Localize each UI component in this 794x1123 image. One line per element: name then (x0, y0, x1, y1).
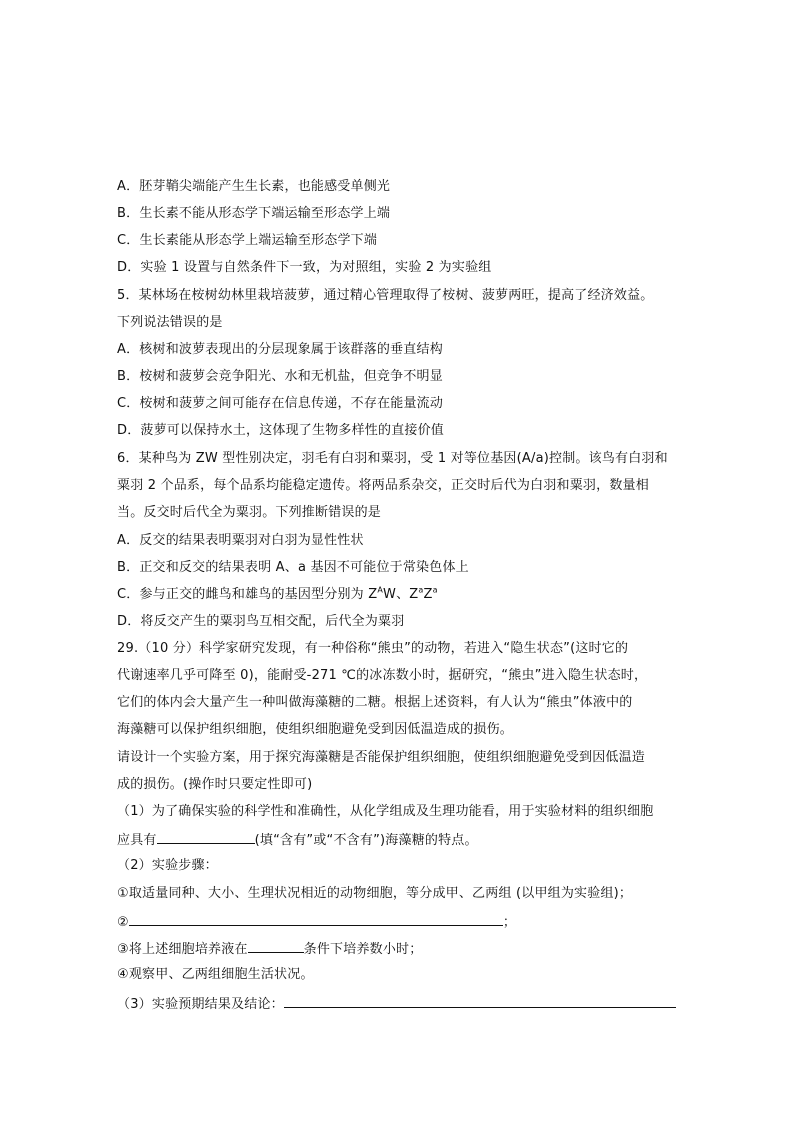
question-29-stem-3: 它们的体内会大量产生一种叫做海藻糖的二糖。根据上述资料，有人认为“熊虫”体液中的 (117, 695, 633, 710)
option-a-q4: A．胚芽鞘尖端能产生生长素，也能感受单侧光 (117, 179, 391, 194)
question-5-stem: 5．某林场在桉树幼林里栽培菠萝，通过精心管理取得了桉树、菠萝两旺，提高了经济效益。 (117, 288, 654, 303)
answer-blank-3[interactable] (248, 940, 304, 953)
step-2: ② ； (117, 915, 517, 930)
option-d-q6: D．将反交产生的粟羽鸟互相交配，后代全为粟羽 (117, 614, 405, 629)
part-1-answer-line: 应具有 (填“含有”或“不含有”)海藻糖的特点。 (117, 833, 478, 848)
answer-blank-4[interactable] (284, 995, 676, 1008)
question-5-stem-cont: 下列说法错误的是 (117, 315, 223, 330)
answer-blank-2[interactable] (129, 913, 503, 926)
question-6-stem: 6．某种鸟为 ZW 型性别决定，羽毛有白羽和粟羽，受 1 对等位基因(A/a)控制。该鸟有白羽和 (117, 451, 668, 466)
step-4: ④观察甲、乙两组细胞生活状况。 (117, 967, 314, 982)
option-a-q6: A．反交的结果表明粟羽对白羽为显性性状 (117, 533, 364, 548)
option-b-q4: B．生长素不能从形态学下端运输至形态学上端 (117, 206, 391, 221)
question-29-stem-4: 海藻糖可以保护组织细胞，使组织细胞避免受到因低温造成的损伤。 (117, 722, 514, 737)
question-29-task: 请设计一个实验方案，用于探究海藻糖是否能保护组织细胞，使组织细胞避免受到因低温造 (117, 750, 646, 765)
option-c-q5: C．桉树和菠萝之间可能存在信息传递，不存在能量流动 (117, 396, 444, 411)
option-c-q6: C．参与正交的雌鸟和雄鸟的基因型分别为 $Z^AW$、$Z^aZ^a$ (117, 585, 438, 602)
question-6-stem-end: 当。反交时后代全为粟羽。下列推断错误的是 (117, 505, 382, 520)
answer-blank-1[interactable] (157, 831, 255, 844)
option-b-q5: B．桉树和菠萝会竞争阳光、水和无机盐，但竞争不明显 (117, 369, 443, 384)
option-a-q5: A．核树和波萝表现出的分层现象属于该群落的垂直结构 (117, 342, 443, 357)
part-1-stem: （1）为了确保实验的科学性和准确性，从化学组成及生理功能看，用于实验材料的组织细胞 (117, 804, 654, 819)
question-6-stem-cont: 粟羽 2 个品系，每个品系均能稳定遗传。将两品系杂交，正交时后代为白羽和粟羽，数量相 (117, 478, 649, 493)
option-b-q6: B．正交和反交的结果表明 A、a 基因不可能位于常染色体上 (117, 560, 469, 575)
part-2-heading: （2）实验步骤： (117, 858, 218, 873)
question-29-task-cont: 成的损伤。(操作时只要定性即可) (117, 777, 313, 792)
option-d-q5: D．菠萝可以保持水土，这体现了生物多样性的直接价值 (117, 423, 445, 438)
step-1: ①取适量同种、大小、生理状况相近的动物细胞，等分成甲、乙两组 (以甲组为实验组)； (117, 886, 633, 901)
option-c-q4: C．生长素能从形态学上端运输至形态学下端 (117, 233, 378, 248)
step-3: ③将上述细胞培养液在 条件下培养数小时； (117, 942, 423, 957)
option-d-q4: D．实验 1 设置与自然条件下一致，为对照组，实验 2 为实验组 (117, 260, 492, 275)
question-29-stem: 29.（10 分）科学家研究发现，有一种俗称“熊虫”的动物，若进入“隐生状态”(这时它的 (117, 641, 629, 656)
question-29-stem-2: 代谢速率几乎可降至 0)，能耐受-271 ℃的冰冻数小时，据研究，“熊虫”进入隐生状态时， (117, 668, 648, 683)
part-3-line: （3）实验预期结果及结论： (117, 995, 676, 1013)
